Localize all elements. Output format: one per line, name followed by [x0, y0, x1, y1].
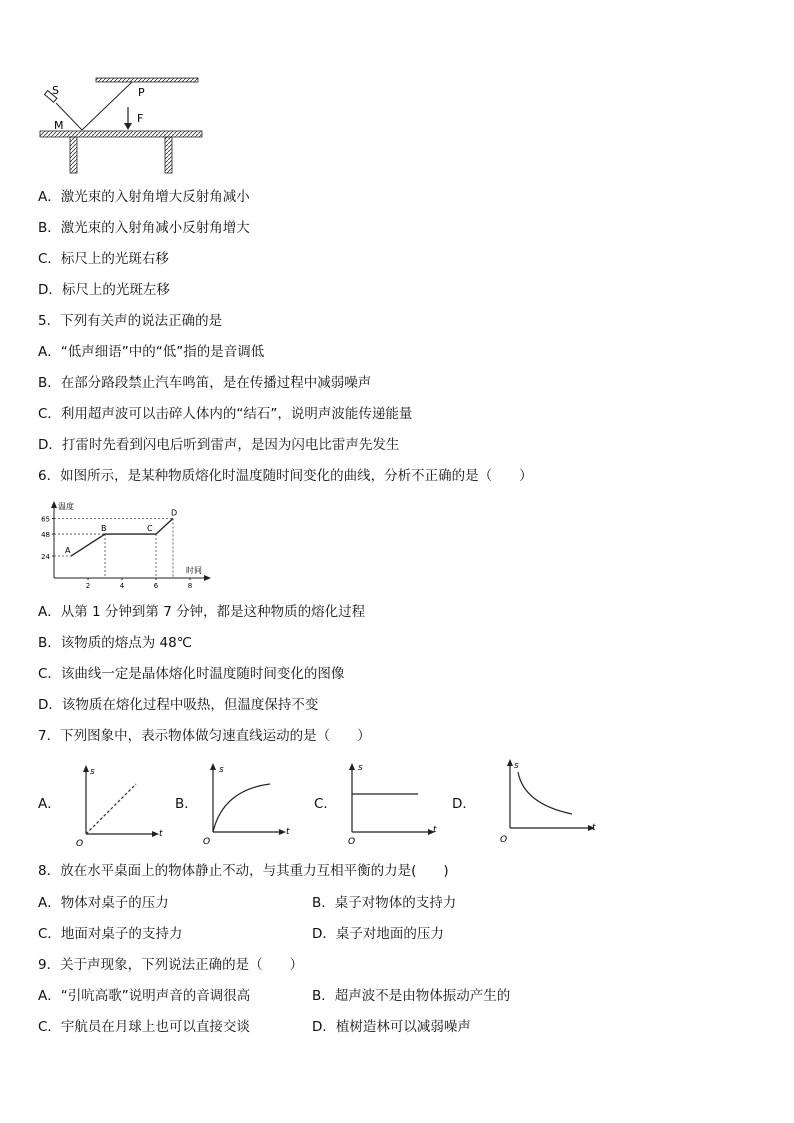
q7-graph-d: [494, 756, 604, 846]
y-axis-arrow: [51, 501, 57, 508]
q5-stem: 5．下列有关声的说法正确的是: [38, 313, 223, 329]
label-p: P: [138, 86, 145, 99]
q7-d-o: O: [500, 835, 508, 845]
table-top: [40, 131, 202, 137]
q6-option-c: C．该曲线一定是晶体熔化时温度随时间变化的图像: [38, 666, 345, 682]
y-tick-label-24: 24: [41, 553, 50, 562]
q7-graph-c: [338, 760, 438, 850]
x-tick-label-6: 6: [153, 582, 159, 590]
x-tick-label-2: 2: [85, 582, 91, 590]
q7-d-curve: [518, 772, 572, 814]
label-m: M: [54, 119, 64, 132]
y-tick-label-65: 65: [41, 515, 50, 524]
laser-table-figure: [36, 76, 211, 176]
q7-option-b-label: B．: [175, 796, 198, 812]
x-tick-label-8: 8: [187, 582, 193, 590]
q7-b-t: t: [286, 827, 290, 837]
q8-option-b: B．桌子对物体的支持力: [312, 895, 457, 911]
x-axis-arrow: [204, 575, 211, 581]
melting-curve-line: [71, 518, 173, 556]
y-tick-label-48: 48: [41, 531, 50, 540]
q5-option-c: C．利用超声波可以击碎人体内的“结石”，说明声波能传递能量: [38, 406, 413, 422]
scale-ruler: [96, 78, 198, 82]
point-label-B: B: [101, 524, 107, 534]
melting-curve-chart: [34, 498, 214, 593]
table-leg-right: [165, 137, 172, 173]
q7-option-c-label: C．: [314, 796, 337, 812]
q7-a-curve: [86, 784, 136, 834]
q8-option-c: C．地面对桌子的支持力: [38, 926, 183, 942]
q7-graph-b: [195, 760, 295, 850]
y-axis-label: 温度: [58, 502, 74, 511]
q7-b-o: O: [203, 837, 211, 847]
q7-graph-a: [66, 762, 166, 852]
q9-option-a: A．“引吭高歌”说明声音的音调很高: [38, 988, 251, 1004]
q7-b-s: s: [219, 765, 224, 775]
q4-option-a: A．激光束的入射角增大反射角减小: [38, 189, 250, 205]
q6-option-d: D．该物质在熔化过程中吸热，但温度保持不变: [38, 697, 319, 713]
q9-stem: 9．关于声现象，下列说法正确的是（ ）: [38, 957, 304, 973]
q7-b-curve: [213, 784, 270, 832]
q9-option-c: C．宇航员在月球上也可以直接交谈: [38, 1019, 250, 1035]
point-label-D: D: [171, 508, 178, 518]
q9-option-b: B．超声波不是由物体振动产生的: [312, 988, 511, 1004]
table-leg-left: [70, 137, 77, 173]
label-f: F: [137, 112, 144, 125]
q7-a-o: O: [76, 839, 84, 849]
q8-option-a: A．物体对桌子的压力: [38, 895, 169, 911]
q7-d-t: t: [592, 823, 596, 833]
x-axis-label: 时间: [186, 566, 202, 575]
q7-d-s: s: [514, 761, 519, 771]
q4-option-c: C．标尺上的光斑右移: [38, 251, 169, 267]
q7-stem: 7．下列图象中，表示物体做匀速直线运动的是（ ）: [38, 728, 371, 744]
label-s: S: [52, 84, 59, 97]
q8-option-d: D．桌子对地面的压力: [312, 926, 444, 942]
q6-option-a: A．从第 1 分钟到第 7 分钟，都是这种物质的熔化过程: [38, 604, 366, 620]
q4-option-b: B．激光束的入射角减小反射角增大: [38, 220, 250, 236]
x-tick-label-4: 4: [119, 582, 125, 590]
force-arrowhead: [124, 123, 132, 130]
q5-option-a: A．“低声细语”中的“低”指的是音调低: [38, 344, 265, 360]
q7-c-o: O: [348, 837, 356, 847]
q6-option-b: B．该物质的熔点为 48℃: [38, 635, 192, 651]
q9-option-d: D．植树造林可以减弱噪声: [312, 1019, 471, 1035]
q7-a-s: s: [90, 767, 95, 777]
q7-option-a-label: A．: [38, 796, 61, 812]
q7-c-s: s: [358, 763, 363, 773]
q6-stem: 6．如图所示，是某种物质熔化时温度随时间变化的曲线，分析不正确的是（ ）: [38, 468, 533, 484]
q7-c-t: t: [433, 825, 437, 835]
q8-stem: 8．放在水平桌面上的物体静止不动，与其重力互相平衡的力是( ): [38, 863, 449, 879]
reflected-ray: [82, 82, 132, 130]
q5-option-d: D．打雷时先看到闪电后听到雷声，是因为闪电比雷声先发生: [38, 437, 400, 453]
q5-option-b: B．在部分路段禁止汽车鸣笛，是在传播过程中减弱噪声: [38, 375, 372, 391]
q7-option-d-label: D．: [452, 796, 476, 812]
point-label-C: C: [147, 524, 153, 534]
q7-a-t: t: [159, 829, 163, 839]
point-label-A: A: [65, 546, 71, 556]
q4-option-d: D．标尺上的光斑左移: [38, 282, 170, 298]
